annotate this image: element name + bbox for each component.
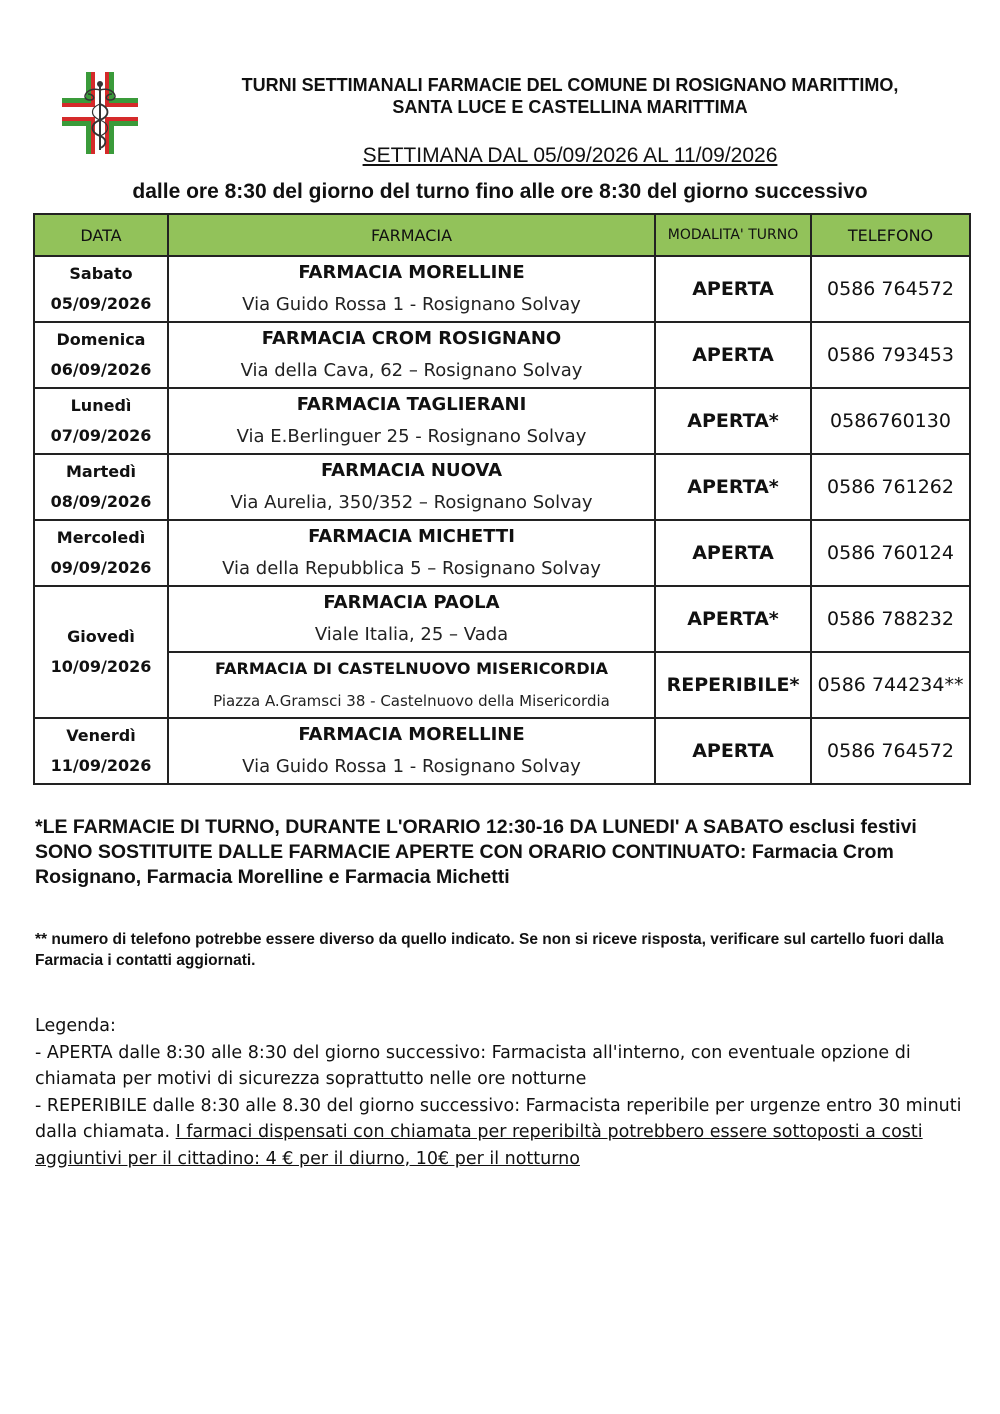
shift-mode: APERTA* bbox=[655, 454, 811, 520]
legend-reperibile: - REPERIBILE dalle 8:30 alle 8.30 del giorno successivo: Farmacista reperibile per urgenze entro 30 minuti dalla chiamata. bbox=[35, 1095, 962, 1142]
date-cell bbox=[34, 520, 168, 586]
table-row bbox=[34, 454, 970, 520]
shift-mode: APERTA bbox=[655, 520, 811, 586]
date-cell bbox=[34, 454, 168, 520]
phone-number: 0586 761262 bbox=[811, 454, 970, 520]
phone-number: 0586760130 bbox=[811, 388, 970, 454]
legend-aperta: - APERTA dalle 8:30 alle 8:30 del giorno successivo: Farmacista all'interno, con eventuale opzione di chiamata per motivi di sicurezza soprattutto nelle ore notturne bbox=[35, 1042, 911, 1089]
pharmacy-name: FARMACIA CROM ROSIGNANO bbox=[261, 328, 562, 349]
legend-costs: I farmaci dispensati con chiamata per reperibiltà potrebbero essere sottoposti a costi aggiuntivi per il cittadino: 4 € per il diurno, 10€ per il notturno bbox=[35, 1122, 923, 1169]
day-name: Martedì bbox=[65, 462, 137, 481]
date-cell bbox=[34, 586, 168, 718]
pharmacy-address: Via Aurelia, 350/352 – Rosignano Solvay bbox=[230, 492, 593, 513]
column-header-data: DATA bbox=[34, 214, 168, 256]
table-row bbox=[34, 520, 970, 586]
document-title bbox=[160, 74, 980, 118]
date-cell bbox=[34, 322, 168, 388]
legend bbox=[35, 1013, 975, 1172]
legend-reperibile-block bbox=[35, 1093, 975, 1173]
day-name: Mercoledì bbox=[56, 528, 146, 547]
shift-table bbox=[33, 213, 971, 785]
date-cell bbox=[34, 718, 168, 784]
table-header-row bbox=[34, 214, 970, 256]
pharmacy-name: FARMACIA MORELLINE bbox=[298, 262, 525, 283]
day-date: 08/09/2026 bbox=[50, 492, 152, 511]
pharmacy-name: FARMACIA DI CASTELNUOVO MISERICORDIA bbox=[215, 659, 608, 678]
phone-number: 0586 764572 bbox=[811, 718, 970, 784]
column-header-modalita: MODALITA' TURNO bbox=[655, 214, 811, 256]
pharmacy-address: Viale Italia, 25 – Vada bbox=[314, 624, 509, 645]
phone-number: 0586 760124 bbox=[811, 520, 970, 586]
pharmacy-cell bbox=[168, 322, 655, 388]
pharmacy-name: FARMACIA NUOVA bbox=[320, 460, 503, 481]
shift-mode: APERTA bbox=[655, 322, 811, 388]
day-date: 09/09/2026 bbox=[50, 558, 152, 577]
pharmacy-address: Piazza A.Gramsci 38 - Castelnuovo della Misericordia bbox=[213, 692, 610, 710]
day-name: Venerdì bbox=[66, 726, 136, 745]
pharmacy-name: FARMACIA TAGLIERANI bbox=[296, 394, 527, 415]
pharmacy-address: Via Guido Rossa 1 - Rosignano Solvay bbox=[242, 756, 581, 777]
day-date: 07/09/2026 bbox=[50, 426, 152, 445]
day-name: Domenica bbox=[56, 330, 146, 349]
pharmacy-cell bbox=[168, 520, 655, 586]
pharmacy-address: Via Guido Rossa 1 - Rosignano Solvay bbox=[242, 294, 581, 315]
title-line-2: SANTA LUCE E CASTELLINA MARITTIMA bbox=[392, 97, 748, 117]
pharmacy-address: Via della Repubblica 5 – Rosignano Solvay bbox=[222, 558, 601, 579]
phone-number: 0586 764572 bbox=[811, 256, 970, 322]
date-cell bbox=[34, 256, 168, 322]
phone-number: 0586 793453 bbox=[811, 322, 970, 388]
pharmacy-address: Via E.Berlinguer 25 - Rosignano Solvay bbox=[236, 426, 587, 447]
day-date: 11/09/2026 bbox=[50, 756, 152, 775]
day-name: Giovedì bbox=[67, 627, 135, 646]
day-name: Lunedì bbox=[70, 396, 132, 415]
pharmacy-cell bbox=[168, 388, 655, 454]
phone-disclaimer-note: ** numero di telefono potrebbe essere diverso da quello indicato. Se non si riceve risposta, verificare sul cartello fuori dalla Farmacia i contatti aggiornati. bbox=[35, 931, 944, 969]
shift-mode: APERTA bbox=[655, 718, 811, 784]
table-row bbox=[34, 388, 970, 454]
pharmacy-cross-caduceus-icon bbox=[60, 70, 140, 156]
day-date: 06/09/2026 bbox=[50, 360, 152, 379]
shift-hours: dalle ore 8:30 del giorno del turno fino alle ore 8:30 del giorno successivo bbox=[132, 180, 868, 203]
phone-number: 0586 788232 bbox=[811, 586, 970, 652]
week-range: SETTIMANA DAL 05/09/2026 AL 11/09/2026 bbox=[362, 144, 778, 167]
pharmacy-name: FARMACIA PAOLA bbox=[323, 592, 500, 613]
pharmacy-name: FARMACIA MORELLINE bbox=[298, 724, 525, 745]
table-row bbox=[34, 586, 970, 652]
day-date: 10/09/2026 bbox=[50, 657, 152, 676]
shift-mode: APERTA bbox=[655, 256, 811, 322]
lunch-substitution-note: *LE FARMACIE DI TURNO, DURANTE L'ORARIO 12:30-16 DA LUNEDI' A SABATO esclusi festivi SONO SOSTITUITE DALLE FARMACIE APERTE CON ORARIO CONTINUATO: Farmacia Crom Rosignano, Farmacia Morelline e Farmacia Michetti bbox=[35, 816, 917, 888]
date-cell bbox=[34, 388, 168, 454]
table-row bbox=[34, 322, 970, 388]
column-header-telefono: TELEFONO bbox=[811, 214, 970, 256]
table-row bbox=[34, 652, 970, 718]
pharmacy-cell bbox=[168, 652, 655, 718]
column-header-farmacia: FARMACIA bbox=[168, 214, 655, 256]
pharmacy-cell bbox=[168, 454, 655, 520]
pharmacy-cell bbox=[168, 586, 655, 652]
pharmacy-cell bbox=[168, 718, 655, 784]
shift-mode: APERTA* bbox=[655, 586, 811, 652]
shift-mode: REPERIBILE* bbox=[655, 652, 811, 718]
legend-title: Legenda: bbox=[35, 1016, 116, 1036]
shift-mode: APERTA* bbox=[655, 388, 811, 454]
table-row bbox=[34, 256, 970, 322]
pharmacy-name: FARMACIA MICHETTI bbox=[308, 526, 515, 547]
pharmacy-cell bbox=[168, 256, 655, 322]
table-row bbox=[34, 718, 970, 784]
phone-number: 0586 744234** bbox=[811, 652, 970, 718]
title-line-1: TURNI SETTIMANALI FARMACIE DEL COMUNE DI ROSIGNANO MARITTIMO, bbox=[241, 75, 899, 95]
day-name: Sabato bbox=[69, 264, 133, 283]
day-date: 05/09/2026 bbox=[50, 294, 152, 313]
pharmacy-address: Via della Cava, 62 – Rosignano Solvay bbox=[240, 360, 583, 381]
